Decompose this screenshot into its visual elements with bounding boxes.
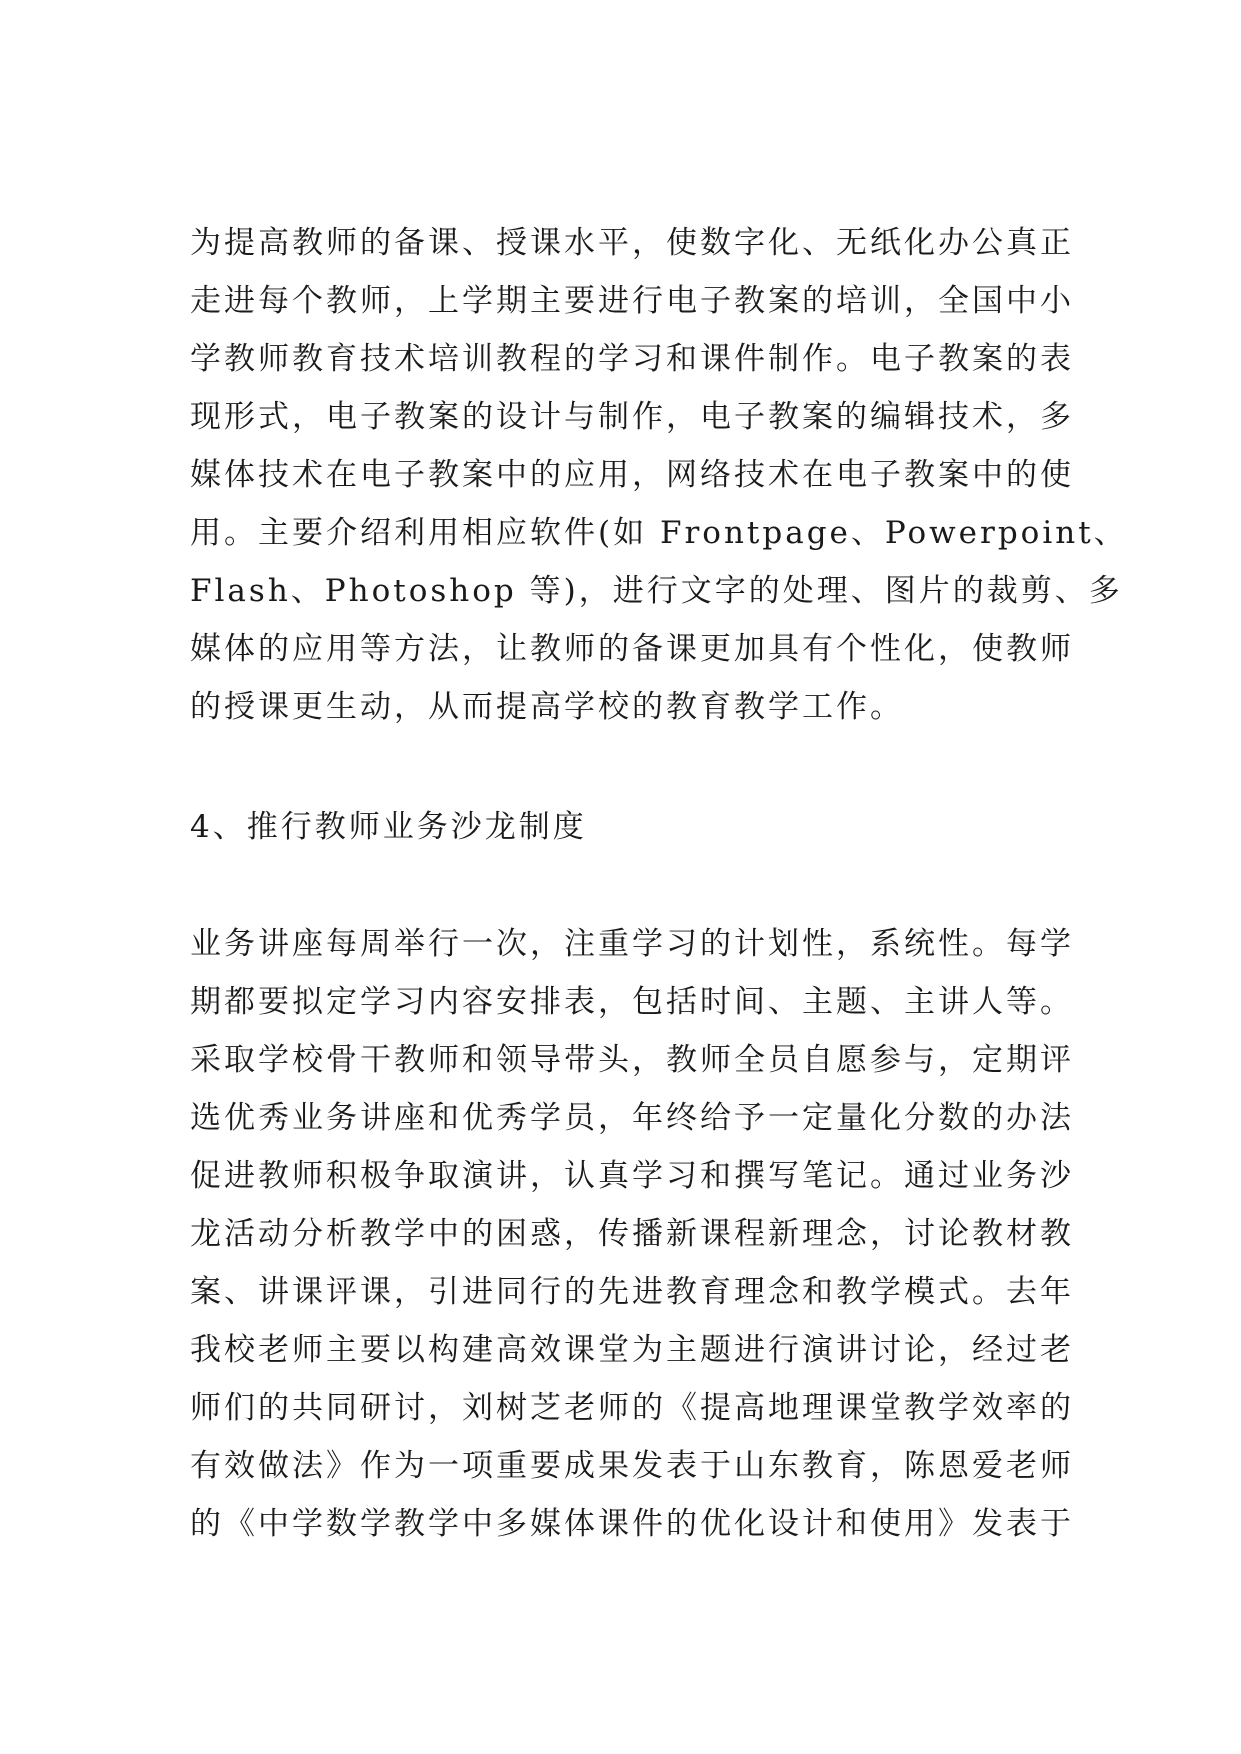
paragraph-line: 龙活动分析教学中的困惑，传播新课程新理念，讨论教材教 [190,1216,1074,1252]
paragraph-line: 有效做法》作为一项重要成果发表于山东教育，陈恩爱老师 [190,1448,1074,1484]
paragraph-line: 的《中学数学教学中多媒体课件的优化设计和使用》发表于 [190,1506,1074,1542]
paragraph-line: 我校老师主要以构建高效课堂为主题进行演讲讨论，经过老 [190,1332,1074,1368]
paragraph-line: 为提高教师的备课、授课水平，使数字化、无纸化办公真正 [190,225,1074,261]
paragraph-line: 走进每个教师，上学期主要进行电子教案的培训，全国中小 [190,283,1074,319]
paragraph-line: 采取学校骨干教师和领导带头，教师全员自愿参与，定期评 [190,1042,1074,1078]
paragraph-line: 选优秀业务讲座和优秀学员，年终给予一定量化分数的办法 [190,1100,1074,1136]
paragraph-electronic-lesson-plans [190,214,1128,736]
paragraph-line: 师们的共同研讨，刘树芝老师的《提高地理课堂教学效率的 [190,1390,1074,1426]
paragraph-line: 用。主要介绍利用相应软件(如 Frontpage、Powerpoint、 [190,515,1128,551]
section-heading-text: 4、推行教师业务沙龙制度 [190,809,587,845]
paragraph-teacher-salon [190,915,1074,1553]
paragraph-line: 的授课更生动，从而提高学校的教育教学工作。 [190,689,904,725]
paragraph-line: 媒体的应用等方法，让教师的备课更加具有个性化，使教师 [190,631,1074,667]
paragraph-line: 媒体技术在电子教案中的应用，网络技术在电子教案中的使 [190,457,1074,493]
paragraph-line: 案、讲课评课，引进同行的先进教育理念和教学模式。去年 [190,1274,1074,1310]
paragraph-line: 期都要拟定学习内容安排表，包括时间、主题、主讲人等。 [190,984,1074,1020]
section-heading [190,798,1070,856]
paragraph-line: 现形式，电子教案的设计与制作，电子教案的编辑技术，多 [190,399,1074,435]
paragraph-line: Flash、Photoshop 等)，进行文字的处理、图片的裁剪、多 [190,573,1123,609]
paragraph-line: 学教师教育技术培训教程的学习和课件制作。电子教案的表 [190,341,1074,377]
paragraph-line: 业务讲座每周举行一次，注重学习的计划性，系统性。每学 [190,926,1074,962]
paragraph-line: 促进教师积极争取演讲，认真学习和撰写笔记。通过业务沙 [190,1158,1074,1194]
